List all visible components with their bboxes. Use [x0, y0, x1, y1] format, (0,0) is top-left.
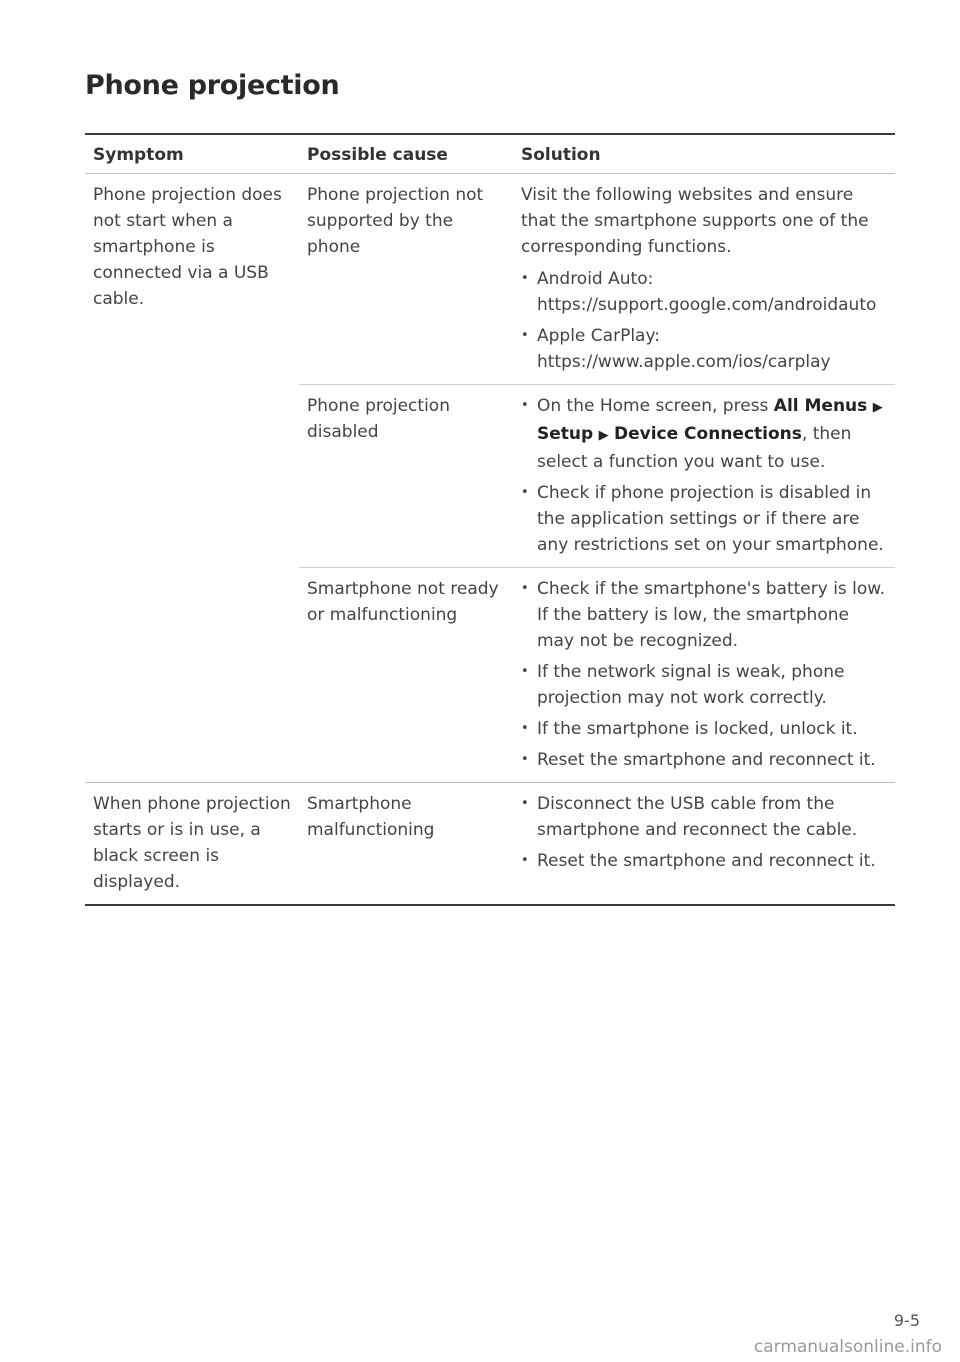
list-item: [521, 791, 887, 843]
table-header-row: [85, 134, 895, 174]
solution-list: [521, 576, 887, 773]
page-number: 9-5: [893, 1311, 920, 1330]
menu-name-all-menus: All Menus: [773, 396, 868, 416]
bullet-icon: •: [521, 581, 529, 596]
bullet-icon: •: [521, 664, 529, 679]
list-item: [521, 393, 887, 475]
cause-cell: Phone projection disabled: [299, 385, 513, 568]
instruction-suffix: , then select a function you want to use.: [537, 424, 852, 472]
troubleshooting-table: [85, 133, 895, 906]
solution-link-text: Apple CarPlay: https://www.apple.com/ios/carplay: [537, 326, 831, 372]
list-item: [521, 323, 887, 375]
cause-cell: Smartphone malfunctioning: [299, 783, 513, 906]
symptom-cell: Phone projection does not start when a smartphone is connected via a USB cable.: [93, 185, 282, 309]
list-item-text: Check if phone projection is disabled in the application settings or if there are any restrictions set on your smartphone.: [537, 483, 884, 555]
solution-list: [521, 266, 887, 375]
list-item: [521, 480, 887, 558]
menu-name-device-connections: Device Connections: [613, 424, 802, 444]
watermark: carmanualsonline.info: [753, 1337, 942, 1357]
header-solution: Solution: [513, 134, 895, 174]
cause-cell: Smartphone not ready or malfunctioning: [299, 568, 513, 783]
symptom-cell: When phone projection starts or is in use, a black screen is displayed.: [85, 783, 299, 906]
solution-cell: [513, 385, 895, 568]
arrow-right-icon: ▶: [872, 400, 883, 415]
bullet-icon: •: [521, 271, 529, 286]
table-row: [85, 174, 895, 385]
bullet-icon: •: [521, 853, 529, 868]
table-row: [85, 783, 895, 906]
bullet-icon: •: [521, 721, 529, 736]
list-item: [521, 716, 887, 742]
solution-intro: Visit the following websites and ensure that the smartphone supports one of the corresponding functions.: [521, 185, 869, 257]
list-item-text: Disconnect the USB cable from the smartphone and reconnect the cable.: [537, 794, 858, 840]
bullet-icon: •: [521, 485, 529, 500]
bullet-icon: •: [521, 398, 529, 413]
page-title: Phone projection: [85, 70, 340, 101]
header-possible-cause: Possible cause: [299, 134, 513, 174]
list-item-text: Reset the smartphone and reconnect it.: [537, 750, 876, 770]
menu-name-setup: Setup: [537, 424, 594, 444]
bullet-icon: •: [521, 796, 529, 811]
list-item-text: If the smartphone is locked, unlock it.: [537, 719, 858, 739]
list-item: [521, 848, 887, 874]
list-item-text: Reset the smartphone and reconnect it.: [537, 851, 876, 871]
bullet-icon: •: [521, 752, 529, 767]
list-item: [521, 659, 887, 711]
cause-cell: Phone projection not supported by the phone: [307, 185, 484, 257]
solution-cell: [513, 783, 895, 906]
solution-cell: [513, 174, 895, 385]
bullet-icon: •: [521, 328, 529, 343]
list-item: [521, 266, 887, 318]
header-symptom: Symptom: [85, 134, 299, 174]
solution-link-text: Android Auto: https://support.google.com/androidauto: [537, 269, 877, 315]
list-item-text: If the network signal is weak, phone projection may not work correctly.: [537, 662, 845, 708]
solution-list: [521, 791, 887, 874]
instruction-prefix: On the Home screen, press: [537, 396, 774, 416]
list-item-text: Check if the smartphone's battery is low. If the battery is low, the smartphone may not be recognized.: [537, 579, 886, 651]
solution-cell: [513, 568, 895, 783]
solution-list: [521, 393, 887, 558]
arrow-right-icon: ▶: [598, 428, 609, 443]
list-item: [521, 747, 887, 773]
list-item: [521, 576, 887, 654]
